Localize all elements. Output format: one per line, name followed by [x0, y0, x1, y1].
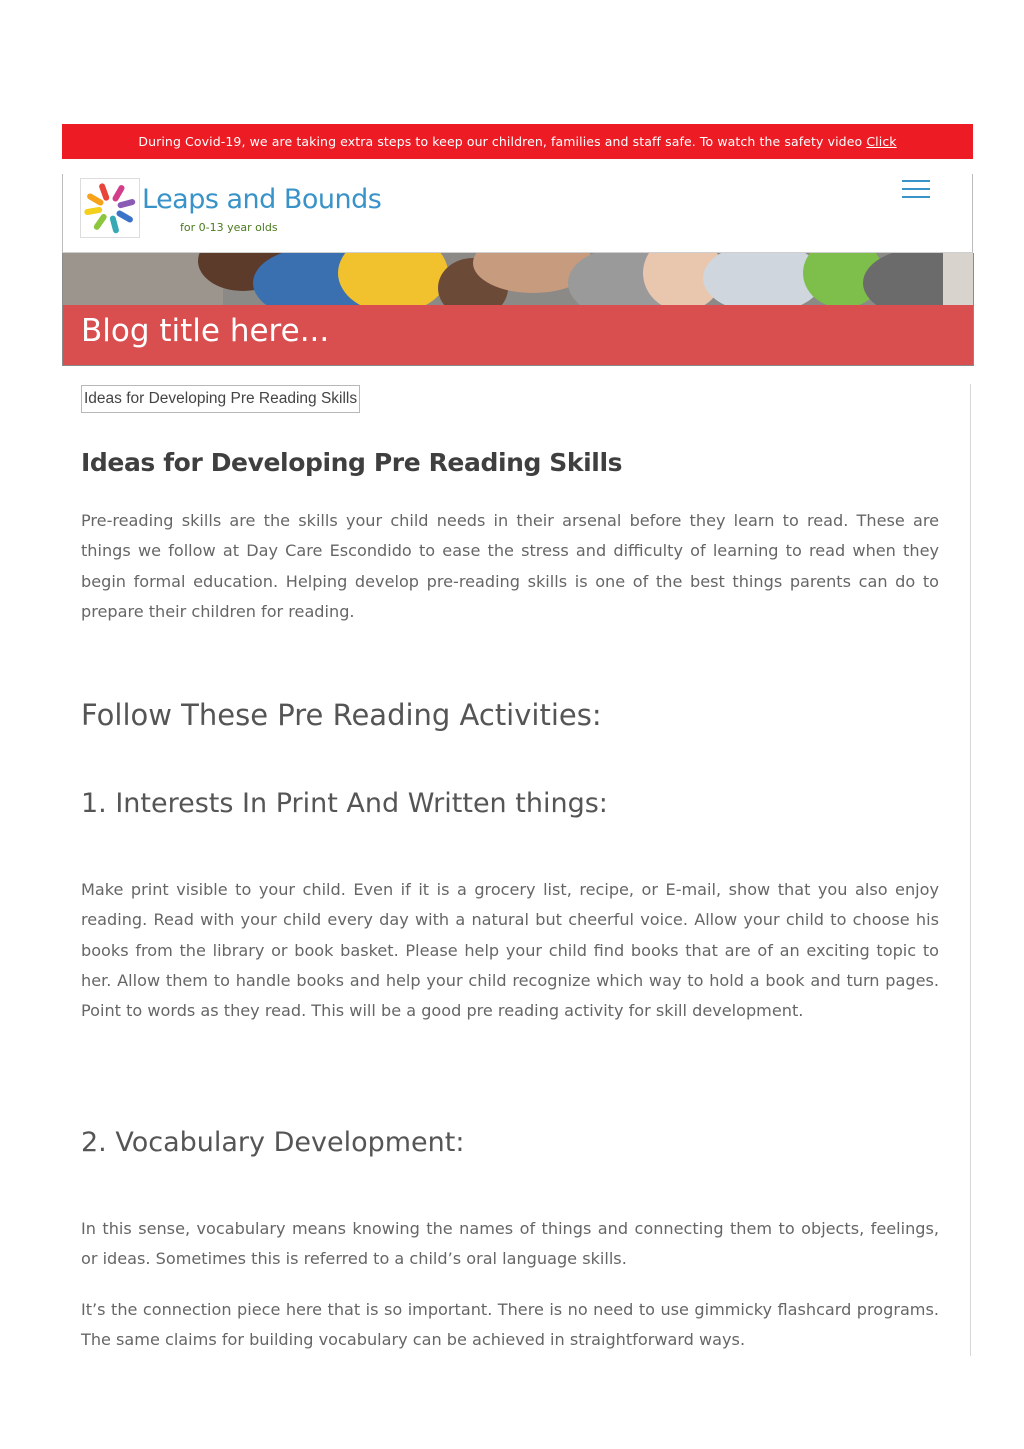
- hero-title: Blog title here...: [81, 313, 330, 349]
- sidebar-divider: [970, 384, 971, 1356]
- logo-name: Leaps and Bounds: [142, 184, 382, 215]
- covid-notice-banner: [62, 124, 973, 159]
- site-header: [62, 174, 973, 253]
- article-intro-paragraph: Pre-reading skills are the skills your child needs in their arsenal before they learn to read. These are things we follow at Day Care Escondido to ease the stress and difficulty of learning to read when they begin formal education. Helping develop pre-reading skills is one of the best things parents can do to prepare their children for reading.: [81, 511, 939, 621]
- subsection-heading-1: 1. Interests In Print And Written things:: [81, 788, 608, 819]
- subsection-2-paragraph-2: It’s the connection piece here that is so important. There is no need to use gimmicky flashcard programs. The same claims for building vocabulary can be achieved in straightforward ways.: [81, 1300, 939, 1350]
- hero-banner: [62, 253, 974, 366]
- hero-photo: [63, 253, 973, 305]
- hero-title-band: [63, 305, 973, 365]
- article-image-alt-text: Ideas for Developing Pre Reading Skills: [81, 385, 360, 413]
- subsection-1-paragraph: Make print visible to your child. Even if it is a grocery list, recipe, or E-mail, show that you also enjoy reading. Read with your child every day with a natural but cheerful voice. Allow your child to choose his books from the library or book basket. Please help your child find books that are of an exciting topic to her. Allow them to handle books and help your child recognize which way to hold a book and turn pages. Point to words as they read. This will be a good pre reading activity for skill development.: [81, 880, 939, 1021]
- subsection-2-paragraph-1: In this sense, vocabulary means knowing the names of things and connecting them to objects, feelings, or ideas. Sometimes this is referred to a child’s oral language skills.: [81, 1219, 939, 1269]
- hands-logo-icon: [80, 178, 140, 238]
- covid-notice-text: During Covid-19, we are taking extra steps to keep our children, families and staff safe. To watch the safety video: [138, 134, 863, 149]
- article-title: Ideas for Developing Pre Reading Skills: [81, 448, 623, 477]
- site-logo[interactable]: [80, 176, 410, 236]
- logo-tagline: for 0-13 year olds: [180, 221, 278, 234]
- subsection-heading-2: 2. Vocabulary Development:: [81, 1127, 465, 1158]
- section-heading: Follow These Pre Reading Activities:: [81, 698, 602, 732]
- safety-video-link[interactable]: Click: [866, 134, 897, 149]
- hamburger-menu-icon[interactable]: [902, 180, 932, 202]
